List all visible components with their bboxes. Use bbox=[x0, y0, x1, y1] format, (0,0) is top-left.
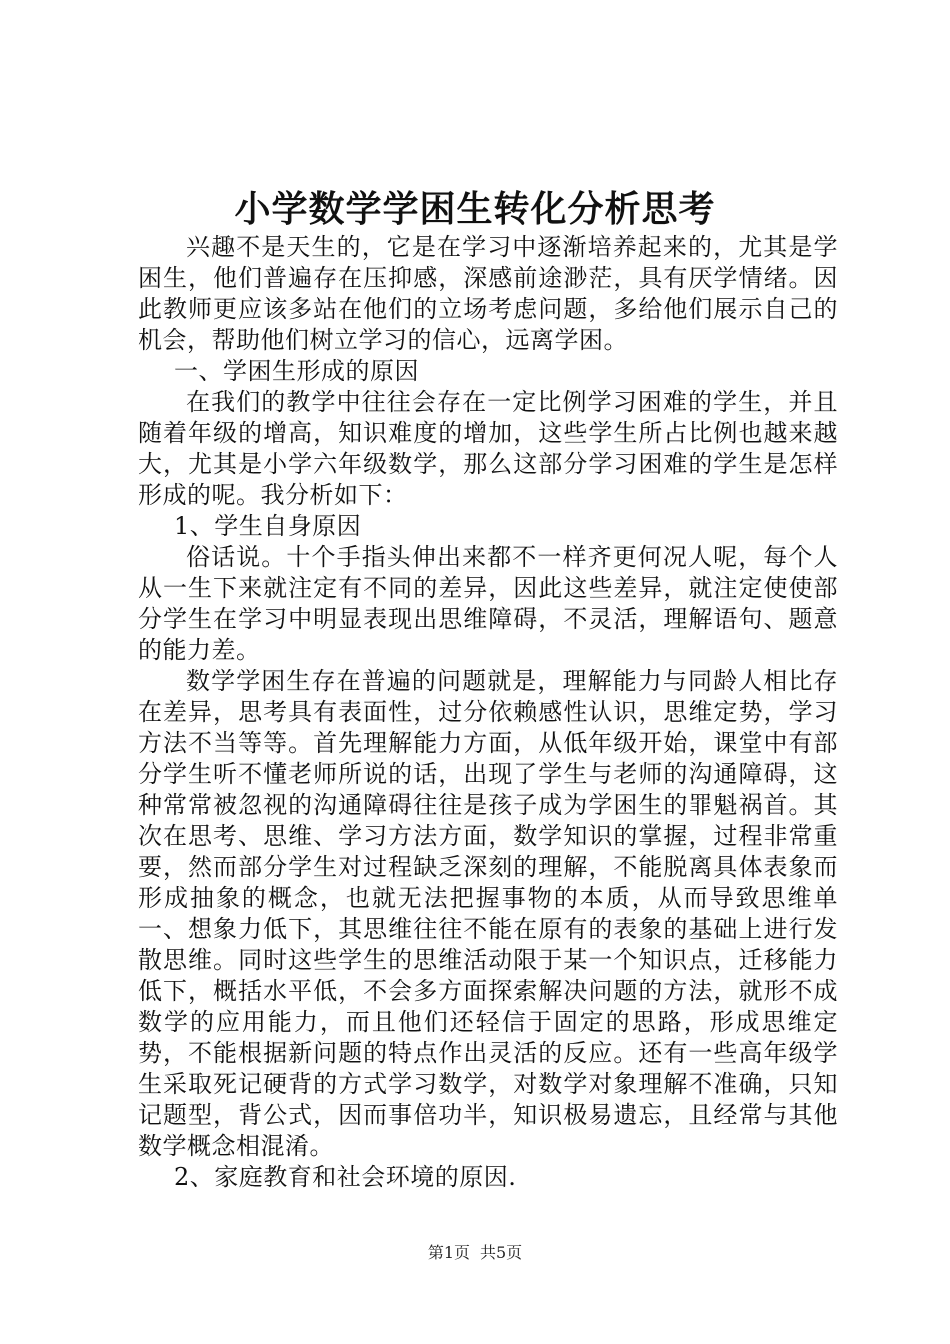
page-number-total: 共5页 bbox=[480, 1243, 523, 1262]
paragraph-proverb: 俗话说。十个手指头伸出来都不一样齐更何况人呢，每个人从一生下来就注定有不同的差异，因此这些差异，就注定使使部分学生在学习中明显表现出思维障碍，不灵活，理解语句、题意的能力差。 bbox=[138, 543, 838, 664]
document-title: 小学数学学困生转化分析思考 bbox=[234, 189, 716, 230]
page-number-current: 第1页 bbox=[427, 1243, 470, 1262]
page-footer bbox=[0, 1243, 950, 1263]
paragraph-intro: 兴趣不是天生的，它是在学习中逐渐培养起来的，尤其是学困生，他们普遍存在压抑感，深感前途渺茫，具有厌学情绪。因此教师更应该多站在他们的立场考虑问题，多给他们展示自己的机会，帮助他们树立学习的信心，远离学困。 bbox=[138, 233, 838, 354]
paragraph-causes-overview: 在我们的教学中往往会存在一定比例学习困难的学生，并且随着年级的增高，知识难度的增加，这些学生所占比例也越来越大，尤其是小学六年级数学，那么这部分学习困难的学生是怎样形成的呢。我分析如下： bbox=[138, 388, 838, 509]
section-heading-causes: 一、学困生形成的原因 bbox=[174, 357, 419, 385]
paragraph-common-problems: 数学学困生存在普遍的问题就是，理解能力与同龄人相比存在差异，思考具有表面性，过分依赖感性认识，思维定势，学习方法不当等等。首先理解能力方面，从低年级开始，课堂中有部分学生听不懂老师所说的话，出现了学生与老师的沟通障碍，这种常常被忽视的沟通障碍往往是孩子成为学困生的罪魁祸首。其次在思考、思维、学习方法方面，数学知识的掌握，过程非常重要，然而部分学生对过程缺乏深刻的理解，不能脱离具体表象而形成抽象的概念，也就无法把握事物的本质，从而导致思维单一、想象力低下，其思维往往不能在原有的表象的基础上进行发散思维。同时这些学生的思维活动限于某一个知识点，迁移能力低下，概括水平低，不会多方面探索解决问题的方法，就形不成数学的应用能力，而且他们还轻信于固定的思路，形成思维定势，不能根据新问题的特点作出灵活的反应。还有一些高年级学生采取死记硬背的方式学习数学，对数学对象理解不准确，只知记题型，背公式，因而事倍功半，知识极易遗忘，且经常与其他数学概念相混淆。 bbox=[138, 667, 838, 1160]
document-body bbox=[138, 232, 838, 1193]
subheading-family-social-causes: 2、家庭教育和社会环境的原因. bbox=[174, 1163, 517, 1191]
subheading-student-causes: 1、学生自身原因 bbox=[174, 512, 362, 540]
